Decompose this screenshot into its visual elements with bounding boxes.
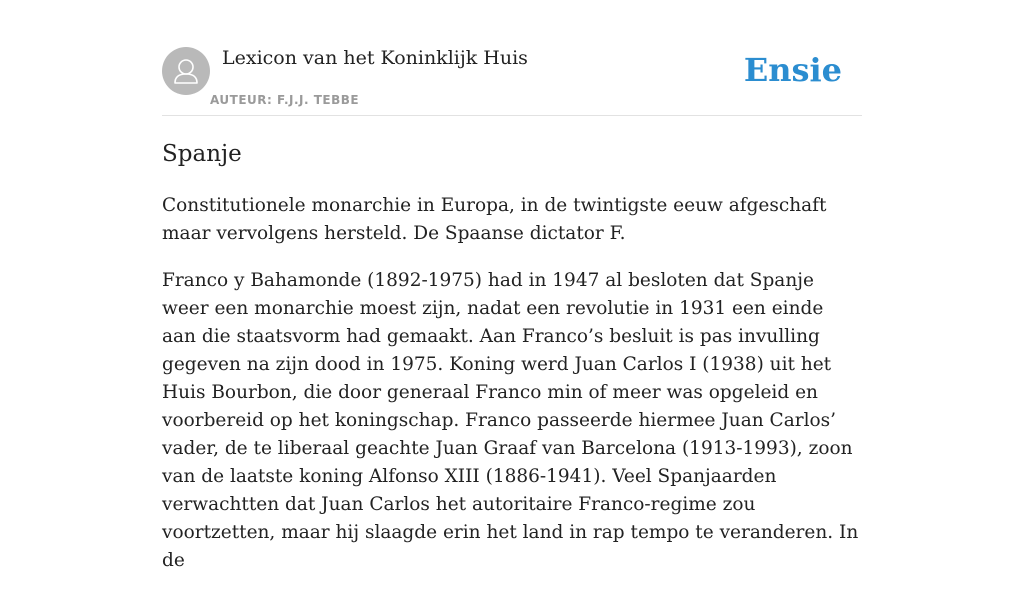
author-avatar[interactable] [162,47,210,95]
source-title-link[interactable]: Lexicon van het Koninklijk Huis [222,47,528,69]
entry-paragraph: Franco y Bahamonde (1892-1975) had in 1947 al besloten dat Spanje weer een monarchie moest zijn, nadat een revolutie in 1931 een einde aan die staatsvorm had gemaakt. Aan Franco’s besluit is pas invulling gegeven na zijn dood in 1975. Koning werd Juan Carlos I (1938) uit het Huis Bourbon, die door generaal Franco min of meer was opgeleid en voorbereid op het koningschap. Franco passeerde hiermee Juan Carlos’ vader, de te liberaal geachte Juan Graaf van Barcelona (1913-1993), zoon van de laatste koning Alfonso XIII (1886-1941). Veel Spanjaarden verwachtten dat Juan Carlos het autoritaire Franco-regime zou voortzetten, maar hij slaagde erin het land in rap tempo te veranderen. In de [162,270,859,571]
header-divider [162,115,862,116]
entry-body [162,192,862,594]
ensie-logo[interactable]: Ensie [743,51,842,89]
entry-paragraph: Constitutionele monarchie in Europa, in de twintigste eeuw afgeschaft maar vervolgens hersteld. De Spaanse dictator F. [162,195,827,244]
author-label[interactable]: AUTEUR: F.J.J. TEBBE [210,93,360,107]
entry-title: Spanje [162,141,242,167]
entry-card [162,0,862,571]
user-outline-icon [162,47,210,95]
